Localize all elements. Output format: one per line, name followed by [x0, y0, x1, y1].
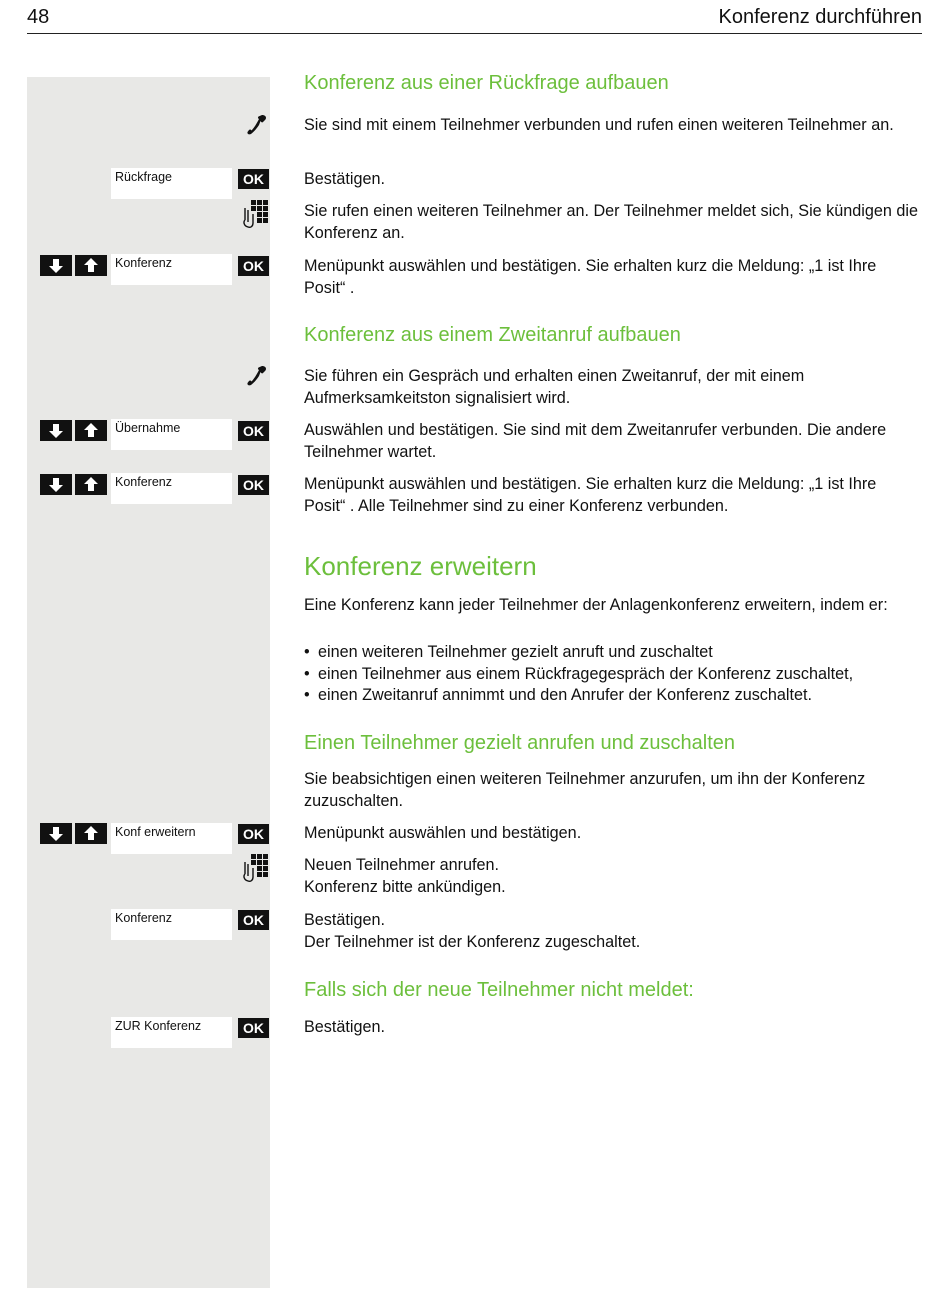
step-text: Sie sind mit einem Teilnehmer verbunden und rufen einen weiteren Teilnehmer an.	[304, 116, 894, 134]
section-heading-rueckfrage: Konferenz aus einer Rückfrage aufbauen	[304, 72, 669, 94]
bullet-list	[304, 642, 922, 707]
softkey-konferenz[interactable]	[111, 473, 232, 504]
softkey-konf-erweitern[interactable]	[111, 823, 232, 854]
ok-button[interactable]: OK	[238, 169, 269, 189]
list-item: • einen Teilnehmer aus einem Rückfragegespräch der Konferenz zuschaltet,	[304, 664, 922, 686]
list-item: • einen weiteren Teilnehmer gezielt anruft und zuschaltet	[304, 642, 922, 664]
handset-icon	[245, 364, 269, 393]
ok-button[interactable]: OK	[238, 824, 269, 844]
arrow-down-icon[interactable]	[40, 255, 72, 276]
softkey-zur-konferenz[interactable]	[111, 1017, 232, 1048]
section-heading-nicht-meldet: Falls sich der neue Teilnehmer nicht meldet:	[304, 979, 694, 1001]
list-item: • einen Zweitanruf annimmt und den Anrufer der Konferenz zuschaltet.	[304, 685, 922, 707]
ok-button[interactable]: OK	[238, 1018, 269, 1038]
softkey-label: Konferenz	[115, 911, 172, 925]
softkey-label: Konferenz	[115, 475, 172, 489]
step-text	[304, 855, 922, 898]
section-heading-zweitanruf: Konferenz aus einem Zweitanruf aufbauen	[304, 324, 681, 346]
ok-button[interactable]: OK	[238, 256, 269, 276]
step-line: Konferenz bitte ankündigen.	[304, 877, 506, 896]
ok-button[interactable]: OK	[238, 475, 269, 495]
arrow-up-icon[interactable]	[75, 255, 107, 276]
keypad-icon	[241, 852, 269, 889]
intro-text: Eine Konferenz kann jeder Teilnehmer der Anlagenkonferenz erweitern, indem er:	[304, 596, 888, 614]
softkey-label: Konf erweitern	[115, 825, 196, 839]
softkey-konferenz[interactable]	[111, 909, 232, 940]
step-line: Neuen Teilnehmer anrufen.	[304, 856, 499, 874]
step-text: Sie führen ein Gespräch und erhalten einen Zweitanruf, der mit einem Aufmerksamkeitston signalisiert wird.	[304, 367, 805, 407]
step-text: Menüpunkt auswählen und bestätigen.	[304, 824, 582, 842]
section-heading-erweitern: Konferenz erweitern	[304, 551, 537, 581]
step-text: Bestätigen.	[304, 170, 385, 188]
softkey-rueckfrage[interactable]	[111, 168, 232, 199]
step-text	[304, 910, 922, 953]
arrow-down-icon[interactable]	[40, 823, 72, 844]
ok-button[interactable]: OK	[238, 910, 269, 930]
softkey-label: Übernahme	[115, 421, 181, 435]
step-text: Sie rufen einen weiteren Teilnehmer an. Der Teilnehmer meldet sich, Sie kündigen die Konferenz an.	[304, 202, 918, 242]
step-text: Menüpunkt auswählen und bestätigen. Sie erhalten kurz die Meldung: „1 ist Ihre Posit“ .	[304, 257, 877, 297]
step-text: Menüpunkt auswählen und bestätigen. Sie erhalten kurz die Meldung: „1 ist Ihre Posit“ . Alle Teilnehmer sind zu einer Konferenz verbunden.	[304, 475, 877, 515]
arrow-up-icon[interactable]	[75, 420, 107, 441]
page-title: Konferenz durchführen	[718, 6, 922, 28]
softkey-label: Konferenz	[115, 256, 172, 270]
softkey-konferenz[interactable]	[111, 254, 232, 285]
ok-button[interactable]: OK	[238, 421, 269, 441]
arrow-down-icon[interactable]	[40, 420, 72, 441]
softkey-uebernahme[interactable]	[111, 419, 232, 450]
header-divider	[27, 33, 922, 34]
intro-text: Sie beabsichtigen einen weiteren Teilnehmer anzurufen, um ihn der Konferenz zuzuschalten.	[304, 770, 866, 810]
step-text: Auswählen und bestätigen. Sie sind mit dem Zweitanrufer verbunden. Die andere Teilnehmer wartet.	[304, 421, 887, 461]
step-line: Bestätigen.	[304, 911, 385, 929]
arrow-down-icon[interactable]	[40, 474, 72, 495]
keypad-icon	[241, 198, 269, 235]
arrow-up-icon[interactable]	[75, 823, 107, 844]
step-text: Bestätigen.	[304, 1018, 385, 1036]
step-line: Der Teilnehmer ist der Konferenz zugeschaltet.	[304, 932, 641, 951]
arrow-up-icon[interactable]	[75, 474, 107, 495]
softkey-label: Rückfrage	[115, 170, 172, 184]
page-number: 48	[27, 6, 50, 28]
section-heading-gezielt: Einen Teilnehmer gezielt anrufen und zuschalten	[304, 732, 736, 754]
softkey-label: ZUR Konferenz	[115, 1019, 202, 1033]
handset-icon	[245, 113, 269, 142]
